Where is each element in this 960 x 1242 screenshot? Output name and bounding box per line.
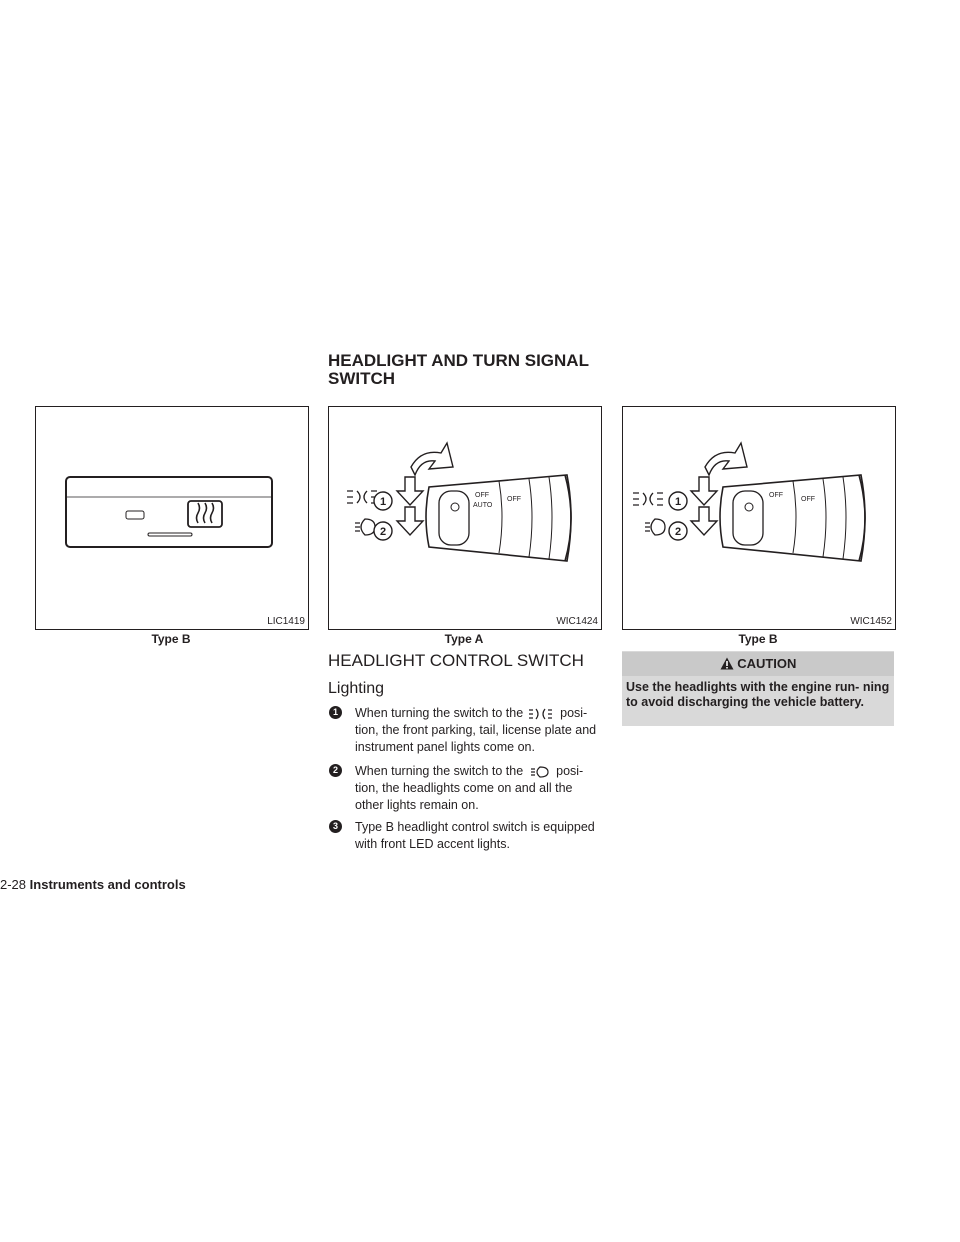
- item-text: Type B headlight control switch is equipped with front LED accent lights.: [355, 820, 595, 851]
- page-number: 2-28: [0, 877, 27, 892]
- item-number: 2: [329, 764, 342, 777]
- item-number: 3: [329, 820, 342, 833]
- item-text: When turning the switch to the: [355, 764, 524, 778]
- position-1-label: 1: [674, 496, 682, 508]
- heading-headlight-control-switch: HEADLIGHT CONTROL SWITCH: [328, 651, 584, 670]
- list-item: [329, 819, 604, 853]
- figure-id: LIC1419: [267, 616, 305, 627]
- auto-label: AUTO: [473, 502, 493, 509]
- item-text: tion, the front parking, tail, license plate and instrument panel lights come on.: [355, 723, 597, 754]
- section-heading-line1: HEADLIGHT AND TURN SIGNAL: [328, 351, 589, 370]
- item-text: When turning the switch to the: [355, 706, 524, 720]
- section-heading-line2: SWITCH: [328, 369, 396, 388]
- figure-switch-type-b: [622, 406, 896, 630]
- caution-text: Use the headlights with the engine run- ning to avoid discharging the vehicle battery.: [626, 680, 890, 709]
- position-2-label: 2: [674, 526, 682, 538]
- caution-title: CAUTION: [737, 656, 797, 671]
- off-label: OFF: [475, 492, 489, 499]
- figure-caption: Type A: [444, 632, 484, 646]
- item-number: 1: [329, 706, 342, 719]
- parking-light-icon: [347, 491, 377, 503]
- figure-caption: Type B: [738, 632, 778, 646]
- item-text: posi-: [560, 706, 588, 720]
- figure-id: WIC1424: [556, 616, 598, 627]
- off-label: OFF: [801, 496, 815, 503]
- headlight-icon: [527, 765, 553, 779]
- item-text: posi-: [556, 764, 584, 778]
- position-2-label: 2: [379, 526, 387, 538]
- section-heading: [328, 352, 589, 388]
- page-footer: [0, 877, 186, 892]
- headlight-icon: [645, 519, 665, 535]
- defroster-switch-illustration: [36, 407, 308, 629]
- headlight-switch-illustration: [329, 407, 601, 629]
- position-1-label: 1: [379, 496, 387, 508]
- footer-section: Instruments and controls: [29, 877, 186, 892]
- headlight-icon: [355, 519, 375, 535]
- figure-caption: Type B: [151, 632, 191, 646]
- figure-defroster: [35, 406, 309, 630]
- off-label: OFF: [507, 496, 521, 503]
- parking-light-icon: [527, 707, 557, 721]
- figure-switch-type-a: [328, 406, 602, 630]
- heading-lighting: Lighting: [328, 680, 385, 697]
- list-item: [329, 763, 604, 814]
- off-label: OFF: [769, 492, 783, 499]
- figure-id: WIC1452: [850, 616, 892, 627]
- caution-header: [622, 652, 894, 676]
- item-text: tion, the headlights come on and all the other lights remain on.: [355, 781, 573, 812]
- parking-light-icon: [633, 493, 663, 505]
- list-item: [329, 705, 604, 756]
- warning-triangle-icon: [720, 657, 734, 670]
- headlight-switch-illustration: [623, 407, 895, 629]
